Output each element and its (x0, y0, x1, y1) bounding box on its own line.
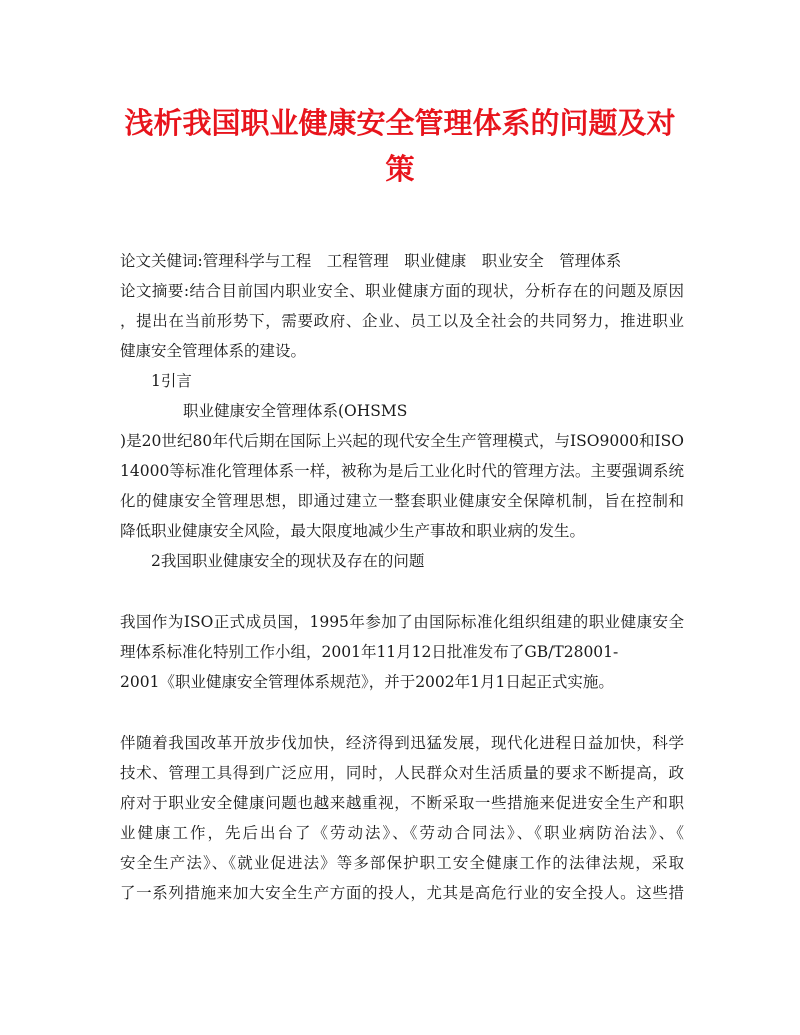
document-title (110, 100, 690, 192)
body-line: 伴随着我国改革开放步伐加快，经济得到迅猛发展，现代化进程日益加快，科学 (120, 734, 684, 752)
body-line: 安全生产法》、《就业促进法》等多部保护职工安全健康工作的法律法规，采取 (120, 854, 684, 872)
body-line: 14000等标准化管理体系一样，被称为是后工业化时代的管理方法。主要强调系统 (120, 462, 684, 480)
body-line: 府对于职业安全健康问题也越来越重视，不断采取一些措施来促进安全生产和职 (120, 794, 684, 812)
body-line: 化的健康安全管理思想，即通过建立一整套职业健康安全保障机制，旨在控制和 (120, 492, 684, 510)
body-line: 我国作为ISO正式成员国，1995年参加了由国际标准化组织组建的职业健康安全 (120, 613, 684, 631)
title-line-1: 浅析我国职业健康安全管理体系的问题及对 (124, 106, 676, 140)
abstract-line: ，提出在当前形势下，需要政府、企业、员工以及全社会的共同努力，推进职业 (120, 312, 684, 330)
abstract-line: 论文摘要:结合目前国内职业安全、职业健康方面的现状，分析存在的问题及原因 (120, 282, 684, 300)
body-line: 降低职业健康安全风险，最大限度地减少生产事故和职业病的发生。 (120, 522, 586, 540)
keywords-line: 论文关健词:管理科学与工程 工程管理 职业健康 职业安全 管理体系 (120, 252, 622, 270)
body-line: 职业健康安全管理体系(OHSMS (183, 402, 408, 420)
body-line: 理体系标准化特别工作小组，2001年11月12日批准发布了GB/T28001- (120, 643, 619, 661)
body-line: 技术、管理工具得到广泛应用，同时，人民群众对生活质量的要求不断提高，政 (120, 764, 684, 782)
body-line: 业健康工作，先后出台了《劳动法》、《劳动合同法》、《职业病防治法》、《 (120, 824, 684, 842)
body-line: 2001《职业健康安全管理体系规范》，并于2002年1月1日起正式实施。 (120, 673, 614, 691)
section-heading-intro: 1引言 (151, 372, 192, 390)
body-line: 了一系列措施来加大安全生产方面的投人，尤其是高危行业的安全投人。这些措 (120, 884, 684, 902)
body-line: )是20世纪80年代后期在国际上兴起的现代安全生产管理模式，与ISO9000和ISO (120, 432, 684, 450)
section-heading-status: 2我国职业健康安全的现状及存在的问题 (151, 552, 425, 570)
title-line-2: 策 (385, 152, 415, 186)
document-body (120, 246, 684, 908)
abstract-line: 健康安全管理体系的建设。 (120, 342, 307, 360)
